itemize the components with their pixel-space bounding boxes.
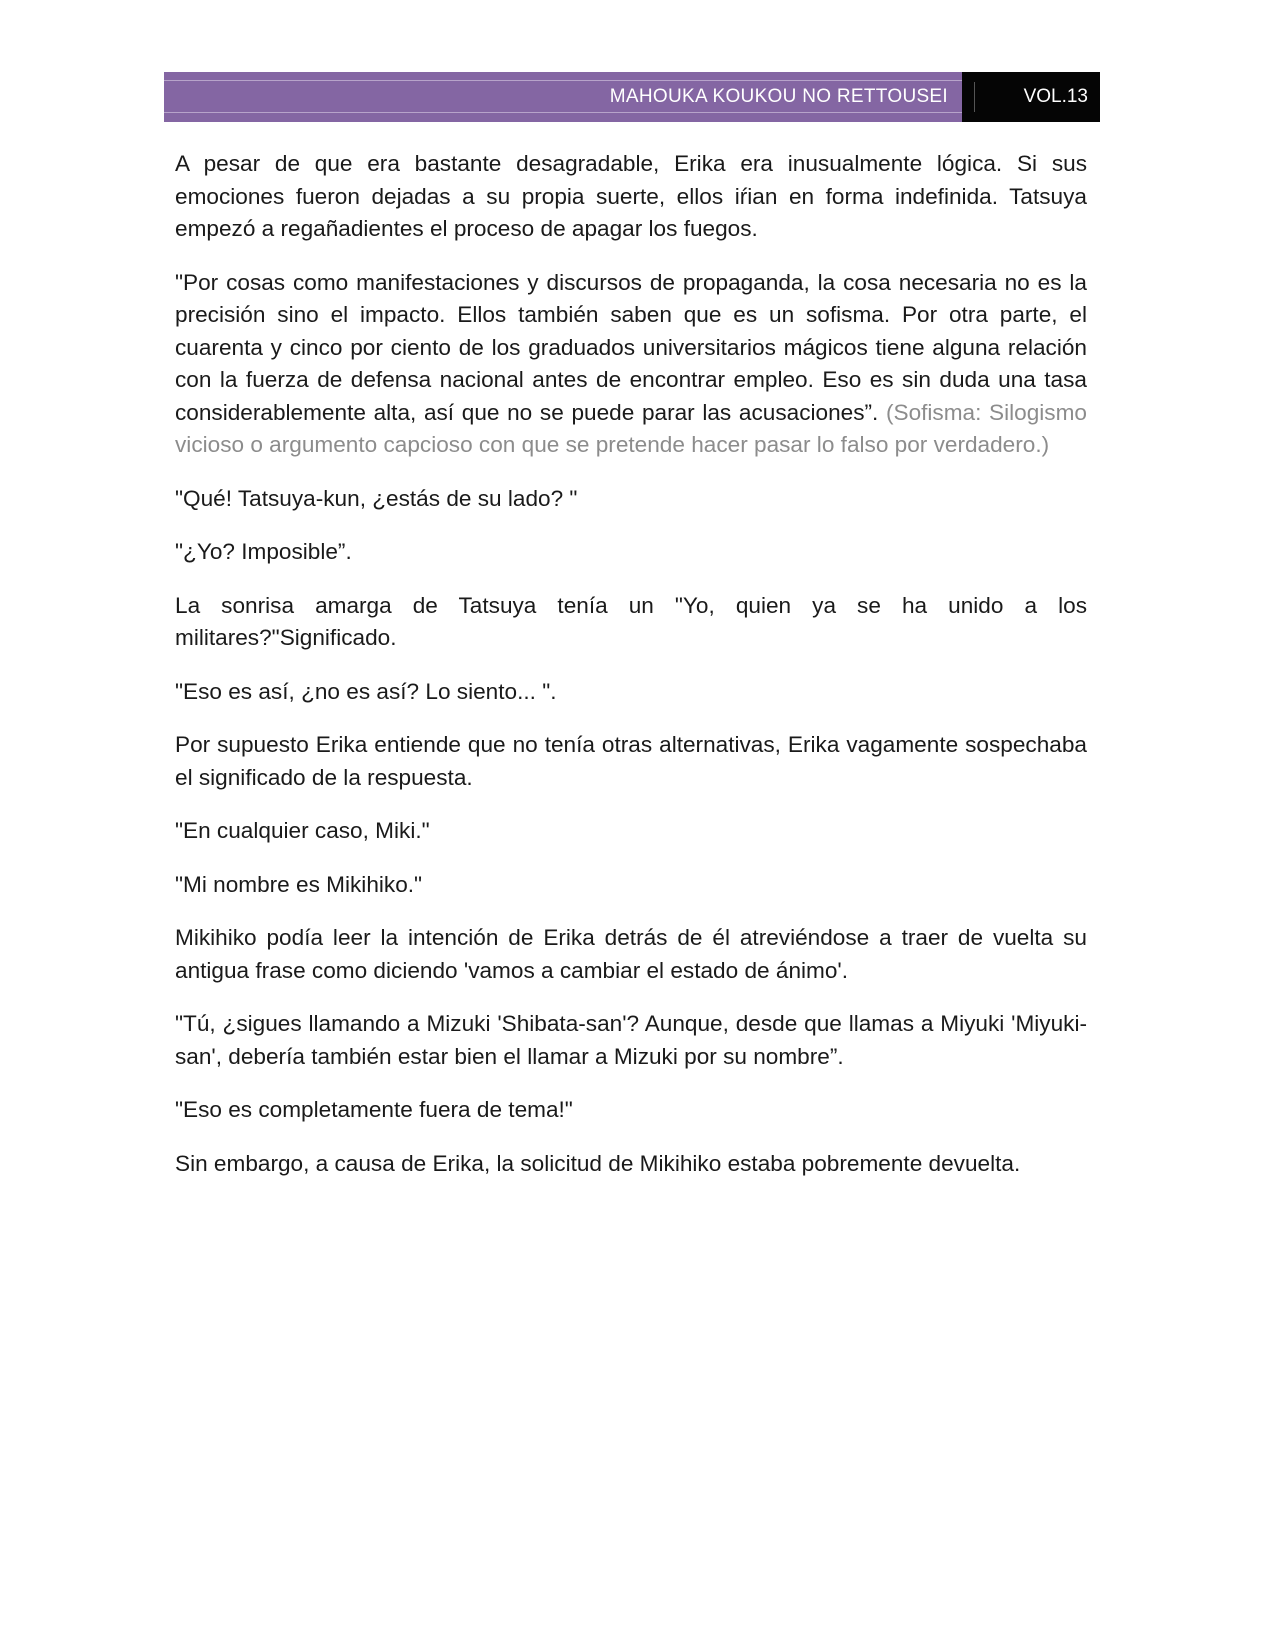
paragraph: [175, 536, 1087, 569]
paragraph: [175, 148, 1087, 246]
paragraph-text: Por supuesto Erika entiende que no tenía otras alternativas, Erika vagamente sospechaba el significado de la respuesta.: [175, 732, 1087, 790]
paragraph-text: "Eso es completamente fuera de tema!": [175, 1097, 573, 1122]
paragraph: [175, 1094, 1087, 1127]
paragraph: [175, 267, 1087, 462]
paragraph: [175, 729, 1087, 794]
paragraph: [175, 922, 1087, 987]
header-volume-block: [962, 72, 1100, 122]
paragraph-text: "Qué! Tatsuya-kun, ¿estás de su lado? ": [175, 485, 578, 511]
paragraph: [175, 483, 1087, 516]
paragraph: [175, 815, 1087, 848]
paragraph: [175, 1148, 1087, 1181]
paragraph: [175, 1008, 1087, 1073]
paragraph-text: "Tú, ¿sigues llamando a Mizuki 'Shibata-san'? Aunque, desde que llamas a Miyuki 'Miyuki-san', debería también estar bien el llamar a Mizuki por su nombre”.: [175, 1011, 1087, 1069]
translator-note: (Sofisma: Silogismo vicioso o argumento capcioso con que se pretende hacer pasar lo falso por verdadero.): [175, 399, 1087, 457]
paragraph-text: Mikihiko podía leer la intención de Erika detrás de él atreviéndose a traer de vuelta su antigua frase como diciendo 'vamos a cambiar el estado de ánimo'.: [175, 925, 1087, 983]
paragraph: [175, 869, 1087, 902]
series-title: MAHOUKA KOUKOU NO RETTOUSEI: [609, 86, 948, 107]
page-body: [175, 148, 1087, 1201]
header-title-block: [164, 72, 962, 122]
paragraph: [175, 590, 1087, 655]
paragraph-text: "Mi nombre es Mikihiko.": [175, 871, 423, 897]
paragraph-text: "En cualquier caso, Miki.": [175, 818, 430, 843]
paragraph-text: "¿Yo? Imposible”.: [175, 539, 352, 564]
paragraph-text: Sin embargo, a causa de Erika, la solicitud de Mikihiko estaba pobremente devuelta.: [175, 1150, 1021, 1176]
paragraph-text: "Por cosas como manifestaciones y discursos de propaganda, la cosa necesaria no es la precisión sino el impacto. Ellos también saben que es un sofisma. Por otra parte, el cuarenta y cinco por ciento de los graduados universitarios mágicos tiene alguna relación con la fuerza de defensa nacional antes de encontrar empleo. Eso es sin duda una tasa considerablemente alta, así que no se puede parar las acusaciones”.: [175, 269, 1087, 425]
volume-label: VOL.13: [1023, 86, 1088, 107]
paragraph: [175, 676, 1087, 709]
paragraph-text: "Eso es así, ¿no es así? Lo siento... ".: [175, 678, 557, 704]
paragraph-text: A pesar de que era bastante desagradable, Erika era inusualmente lógica. Si sus emociones fueron dejadas a su propia suerte, ellos iŕian en forma indefinida. Tatsuya empezó a regañadientes el proceso de apagar los fuegos.: [175, 151, 1087, 241]
paragraph-text: La sonrisa amarga de Tatsuya tenía un "Yo, quien ya se ha unido a los militares?"Significado.: [175, 592, 1087, 650]
page-header: [164, 72, 1100, 122]
